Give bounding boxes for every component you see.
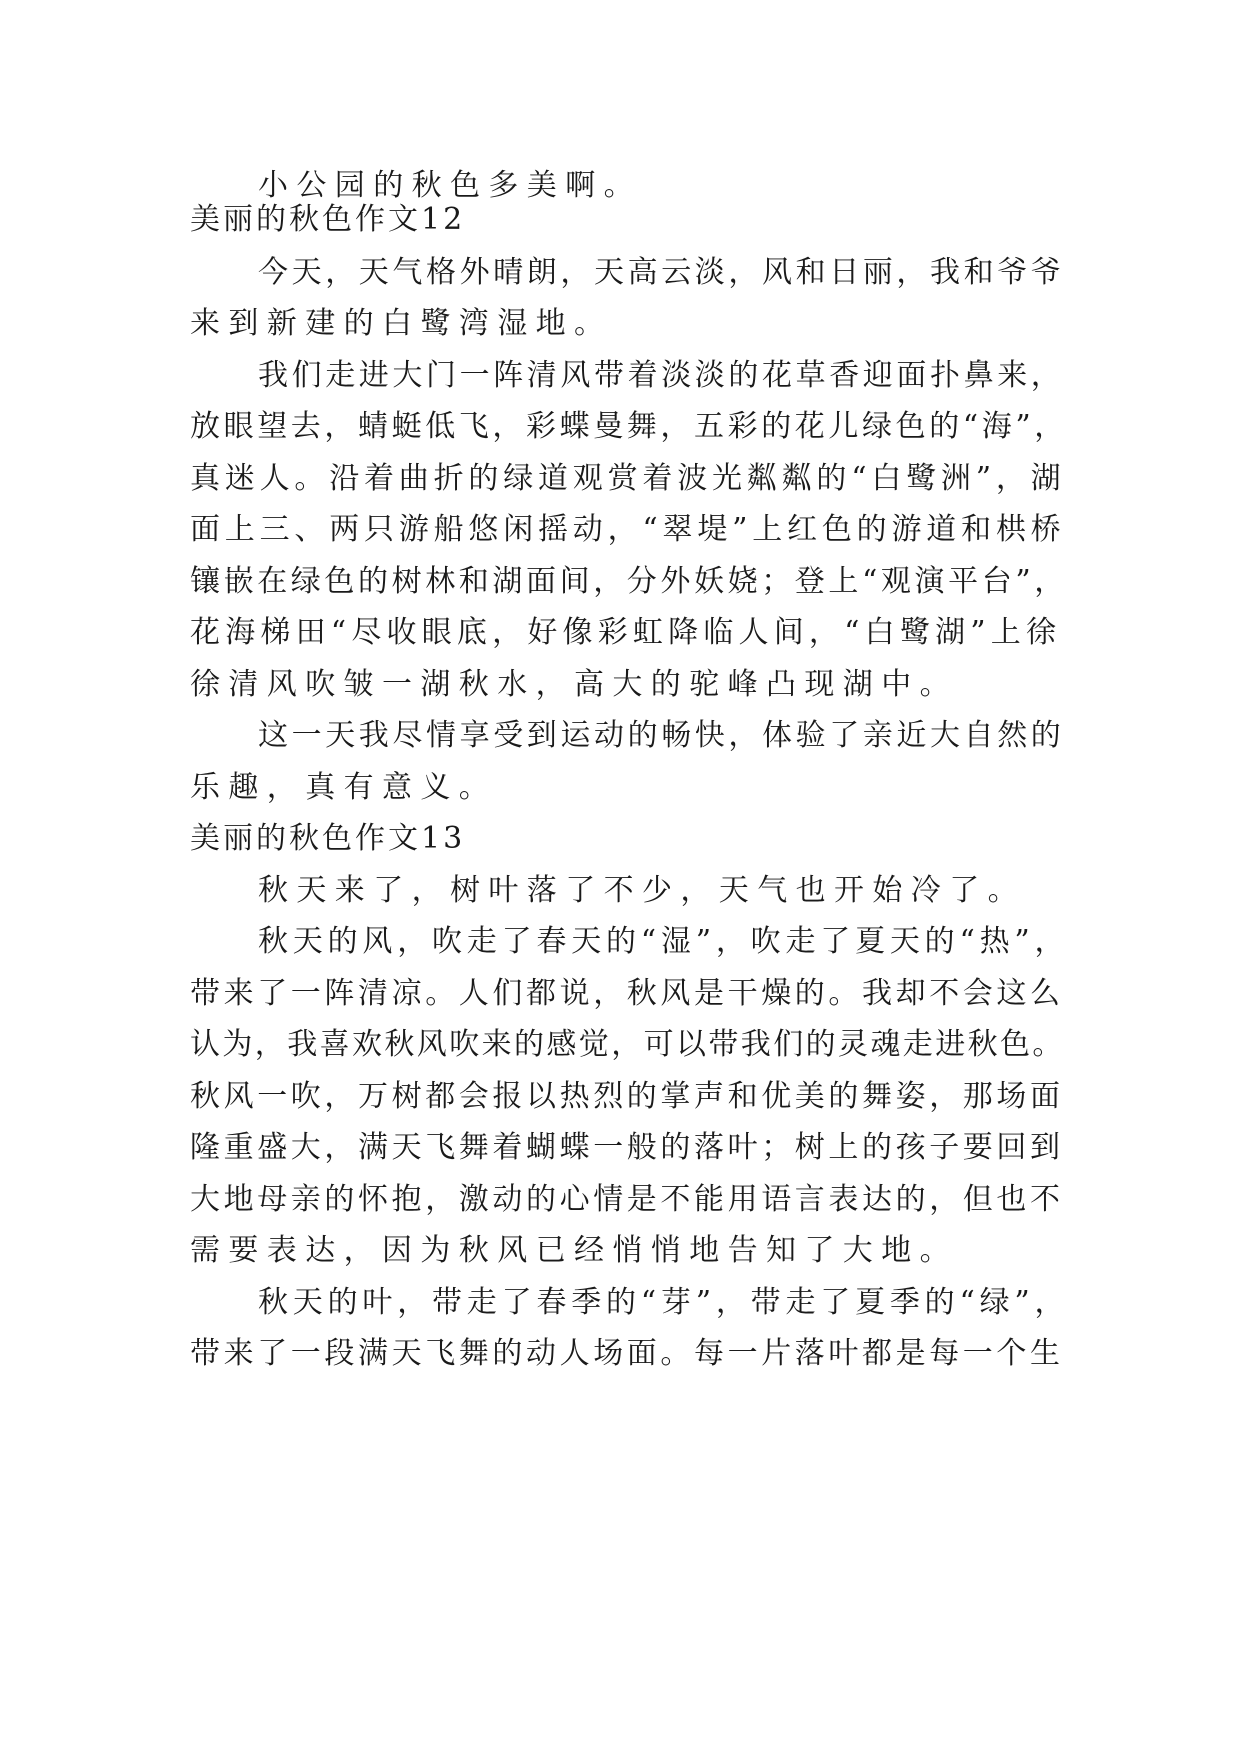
paragraph-line: 认为，我喜欢秋风吹来的感觉，可以带我们的灵魂走进秋色。 bbox=[190, 1027, 1065, 1062]
paragraph-line: 放眼望去，蜻蜓低飞，彩蝶曼舞，五彩的花儿绿色的“海”， bbox=[190, 409, 1068, 444]
paragraph-line: 需要表达，因为秋风已经悄悄地告知了大地。 bbox=[190, 1233, 958, 1268]
paragraph-line: 大地母亲的怀抱，激动的心情是不能用语言表达的，但也不 bbox=[190, 1182, 1064, 1217]
paragraph-line: 秋天来了，树叶落了不少，天气也开始冷了。 bbox=[258, 873, 1026, 908]
paragraph-line: 乐趣，真有意义。 bbox=[190, 770, 498, 805]
paragraph-line: 秋风一吹，万树都会报以热烈的掌声和优美的舞姿，那场面 bbox=[190, 1079, 1064, 1114]
paragraph-line: 真迷人。沿着曲折的绿道观赏着波光粼粼的“白鹭洲”，湖 bbox=[190, 461, 1066, 496]
paragraph-line: 秋天的叶，带走了春季的“芽”，带走了夏季的“绿”， bbox=[258, 1285, 1070, 1320]
paragraph-line: 带来了一段满天飞舞的动人场面。每一片落叶都是每一个生 bbox=[190, 1336, 1064, 1371]
paragraph-line: 这一天我尽情享受到运动的畅快，体验了亲近大自然的 bbox=[258, 718, 1065, 753]
paragraph-line: 小公园的秋色多美啊。 bbox=[258, 168, 642, 203]
section-heading: 美丽的秋色作文13 bbox=[190, 821, 466, 856]
paragraph-line: 花海梯田“尽收眼底，好像彩虹降临人间，“白鹭湖”上徐 bbox=[190, 615, 1062, 650]
paragraph-line: 带来了一阵清凉。人们都说，秋风是干燥的。我却不会这么 bbox=[190, 976, 1064, 1011]
paragraph-line: 隆重盛大，满天飞舞着蝴蝶一般的落叶；树上的孩子要回到 bbox=[190, 1130, 1064, 1165]
paragraph-line: 徐清风吹皱一湖秋水，高大的驼峰凸现湖中。 bbox=[190, 667, 958, 702]
paragraph-line: 面上三、两只游船悠闲摇动，“翠堤”上红色的游道和栱桥 bbox=[190, 512, 1066, 547]
paragraph-line: 我们走进大门一阵清风带着淡淡的花草香迎面扑鼻来， bbox=[258, 358, 1065, 393]
paragraph-line: 秋天的风，吹走了春天的“湿”，吹走了夏天的“热”， bbox=[258, 924, 1070, 959]
paragraph-line: 镶嵌在绿色的树林和湖面间，分外妖娆；登上“观演平台”， bbox=[190, 564, 1068, 599]
paragraph-line: 今天，天气格外晴朗，天高云淡，风和日丽，我和爷爷 bbox=[258, 255, 1065, 290]
paragraph-line: 来到新建的白鹭湾湿地。 bbox=[190, 306, 613, 341]
section-heading: 美丽的秋色作文12 bbox=[190, 202, 466, 237]
